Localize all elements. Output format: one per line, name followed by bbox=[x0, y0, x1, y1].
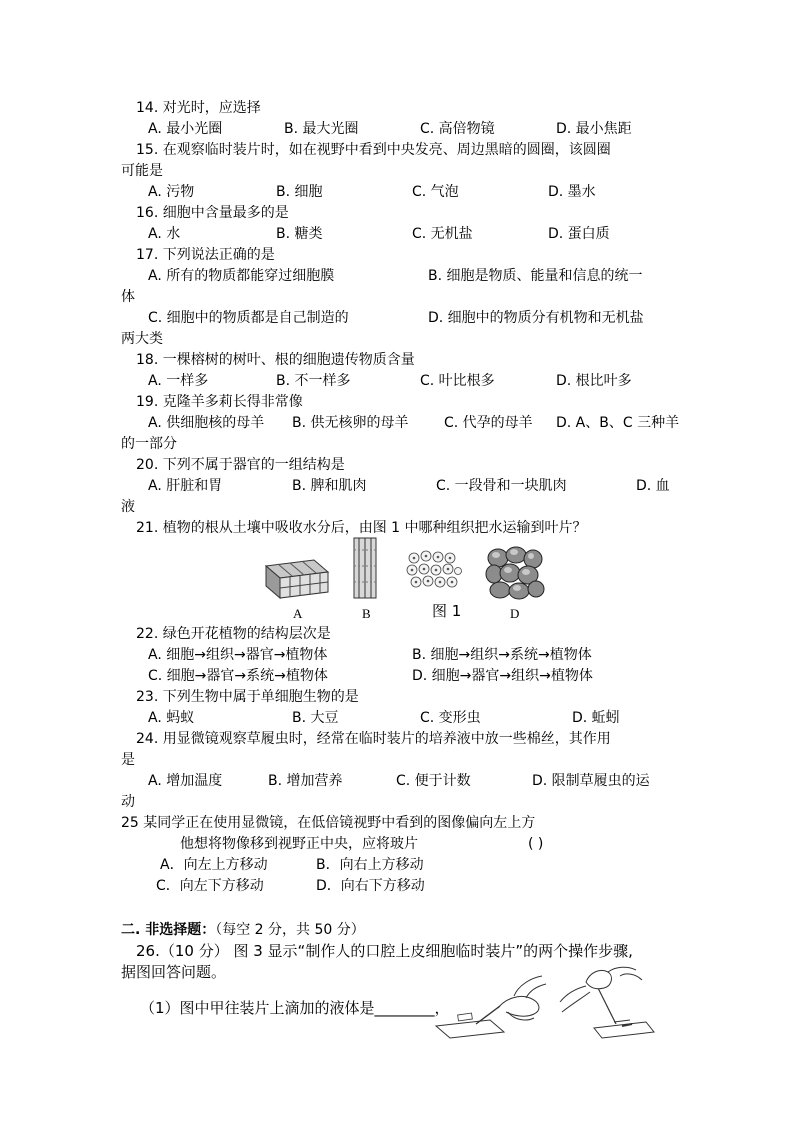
q17-option-c: C. 细胞中的物质都是自己制造的 bbox=[148, 310, 349, 326]
q23-stem: 23. 下列生物中属于单细胞生物的是 bbox=[136, 689, 359, 705]
q24-stem-cont: 是 bbox=[121, 752, 135, 768]
q24-option-b: B. 增加营养 bbox=[268, 773, 343, 789]
q20-stem: 20. 下列不属于器官的一组结构是 bbox=[136, 457, 345, 473]
q14-option-c: C. 高倍物镜 bbox=[420, 121, 495, 137]
q19-option-a: A. 供细胞核的母羊 bbox=[148, 415, 265, 431]
q22-option-c: C. 细胞→器官→系统→植物体 bbox=[148, 668, 328, 684]
q24-stem: 24. 用显微镜观察草履虫时，经常在临时装片的培养液中放一些棉丝，其作用 bbox=[136, 731, 611, 747]
q26-sub1-text: （1）图中甲往装片上滴加的液体是 bbox=[140, 999, 375, 1017]
fig1-label-d: D bbox=[510, 606, 520, 621]
q22-stem: 22. 绿色开花植物的结构层次是 bbox=[136, 626, 331, 642]
q14-option-d: D. 最小焦距 bbox=[556, 121, 632, 137]
fig1-label-b: B bbox=[362, 606, 371, 621]
q19-option-d: D. A、B、C 三种羊 bbox=[556, 415, 680, 431]
q23-option-c: C. 变形虫 bbox=[420, 710, 481, 726]
q24-option-d: D. 限制草履虫的运 bbox=[532, 773, 650, 789]
q17-option-b: B. 细胞是物质、能量和信息的统一 bbox=[428, 268, 643, 284]
tissue-d-illustration bbox=[484, 544, 546, 602]
figure3-step-b-illustration bbox=[556, 962, 656, 1042]
section2-header bbox=[121, 920, 365, 940]
fig1-label-a: A bbox=[293, 606, 303, 621]
tissue-c-illustration bbox=[406, 550, 462, 592]
q23-option-a: A. 蚂蚁 bbox=[148, 710, 195, 726]
q18-option-d: D. 根比叶多 bbox=[556, 373, 632, 389]
q22-option-b: B. 细胞→组织→系统→植物体 bbox=[412, 647, 592, 663]
q16-option-a: A. 水 bbox=[148, 226, 181, 242]
q14-option-b: B. 最大光圈 bbox=[284, 121, 359, 137]
q16-option-c: C. 无机盐 bbox=[412, 226, 473, 242]
q19-stem: 19. 克隆羊多莉长得非常像 bbox=[136, 394, 303, 410]
q23-option-b: B. 大豆 bbox=[292, 710, 339, 726]
fig1-caption: 图 1 bbox=[432, 602, 462, 620]
q17-option-a: A. 所有的物质都能穿过细胞膜 bbox=[148, 268, 335, 284]
q25-option-a: A．向左上方移动 bbox=[160, 857, 268, 873]
q16-option-d: D. 蛋白质 bbox=[548, 226, 610, 242]
q26-stem-cont: 据图回答问题。 bbox=[121, 963, 227, 981]
q19-option-b: B. 供无核卵的母羊 bbox=[292, 415, 409, 431]
q25-answer-paren: ( ) bbox=[528, 836, 544, 852]
q25-option-c: C．向左下方移动 bbox=[156, 878, 264, 894]
q16-option-b: B. 糖类 bbox=[276, 226, 323, 242]
q26-sub1-comma: ， bbox=[434, 999, 450, 1017]
q16-stem: 16. 细胞中含量最多的是 bbox=[136, 205, 289, 221]
q15-stem: 15. 在观察临时装片时，如在视野中看到中央发亮、周边黑暗的圆圈，该圆圈 bbox=[136, 142, 611, 158]
q18-option-a: A. 一样多 bbox=[148, 373, 209, 389]
q18-option-b: B. 不一样多 bbox=[276, 373, 351, 389]
q20-option-b: B. 脾和肌肉 bbox=[292, 478, 367, 494]
tissue-a-illustration bbox=[262, 552, 332, 602]
q15-stem-cont: 可能是 bbox=[121, 163, 163, 179]
q24-option-d-cont: 动 bbox=[121, 794, 135, 810]
q19-option-d-cont: 的一部分 bbox=[121, 436, 177, 452]
q22-option-a: A. 细胞→组织→器官→植物体 bbox=[148, 647, 328, 663]
q17-stem: 17. 下列说法正确的是 bbox=[136, 247, 275, 263]
section2-title: 二. 非选择题： bbox=[121, 922, 216, 938]
q25-option-d: D．向右下方移动 bbox=[316, 878, 425, 894]
q18-option-c: C. 叶比根多 bbox=[420, 373, 495, 389]
q14-option-a: A. 最小光圈 bbox=[148, 121, 223, 137]
q25-stem: 25 某同学正在使用显微镜，在低倍镜视野中看到的图像偏向左上方 bbox=[121, 815, 536, 831]
q25-stem-cont: 他想将物像移到视野正中央，应将玻片 bbox=[180, 836, 418, 852]
q20-option-c: C. 一段骨和一块肌肉 bbox=[436, 478, 567, 494]
q22-option-d: D. 细胞→器官→组织→植物体 bbox=[412, 668, 593, 684]
q24-option-c: C. 便于计数 bbox=[396, 773, 471, 789]
q19-option-c: C. 代孕的母羊 bbox=[444, 415, 533, 431]
q14-stem: 14. 对光时，应选择 bbox=[136, 100, 261, 116]
figure3-step-a-illustration bbox=[430, 968, 550, 1040]
q15-option-b: B. 细胞 bbox=[276, 184, 323, 200]
q26-stem: 26.（10 分） 图 3 显示“制作人的口腔上皮细胞临时装片”的两个操作步骤, bbox=[136, 942, 633, 960]
q15-option-a: A. 污物 bbox=[148, 184, 195, 200]
q17-option-d: D. 细胞中的物质分有机物和无机盐 bbox=[428, 310, 644, 326]
q18-stem: 18. 一棵榕树的树叶、根的细胞遗传物质含量 bbox=[136, 352, 415, 368]
q25-option-b: B．向右上方移动 bbox=[316, 857, 424, 873]
q23-option-d: D. 蚯蚓 bbox=[572, 710, 620, 726]
q17-option-d-cont: 两大类 bbox=[121, 331, 163, 347]
q21-stem: 21. 植物的根从土壤中吸收水分后，由图 1 中哪种组织把水运输到叶片？ bbox=[136, 520, 587, 536]
q15-option-d: D. 墨水 bbox=[548, 184, 596, 200]
q26-sub1 bbox=[140, 998, 450, 1018]
q17-option-b-cont: 体 bbox=[121, 289, 135, 305]
q20-option-d: D. 血 bbox=[636, 478, 670, 494]
section2-note: （每空 2 分，共 50 分） bbox=[215, 922, 365, 938]
q20-option-a: A. 肝脏和胃 bbox=[148, 478, 223, 494]
q15-option-c: C. 气泡 bbox=[412, 184, 459, 200]
q24-option-a: A. 增加温度 bbox=[148, 773, 223, 789]
tissue-b-illustration bbox=[350, 536, 380, 600]
q20-option-d-cont: 液 bbox=[121, 499, 135, 515]
q26-sub1-blank[interactable]: ________ bbox=[374, 999, 435, 1017]
